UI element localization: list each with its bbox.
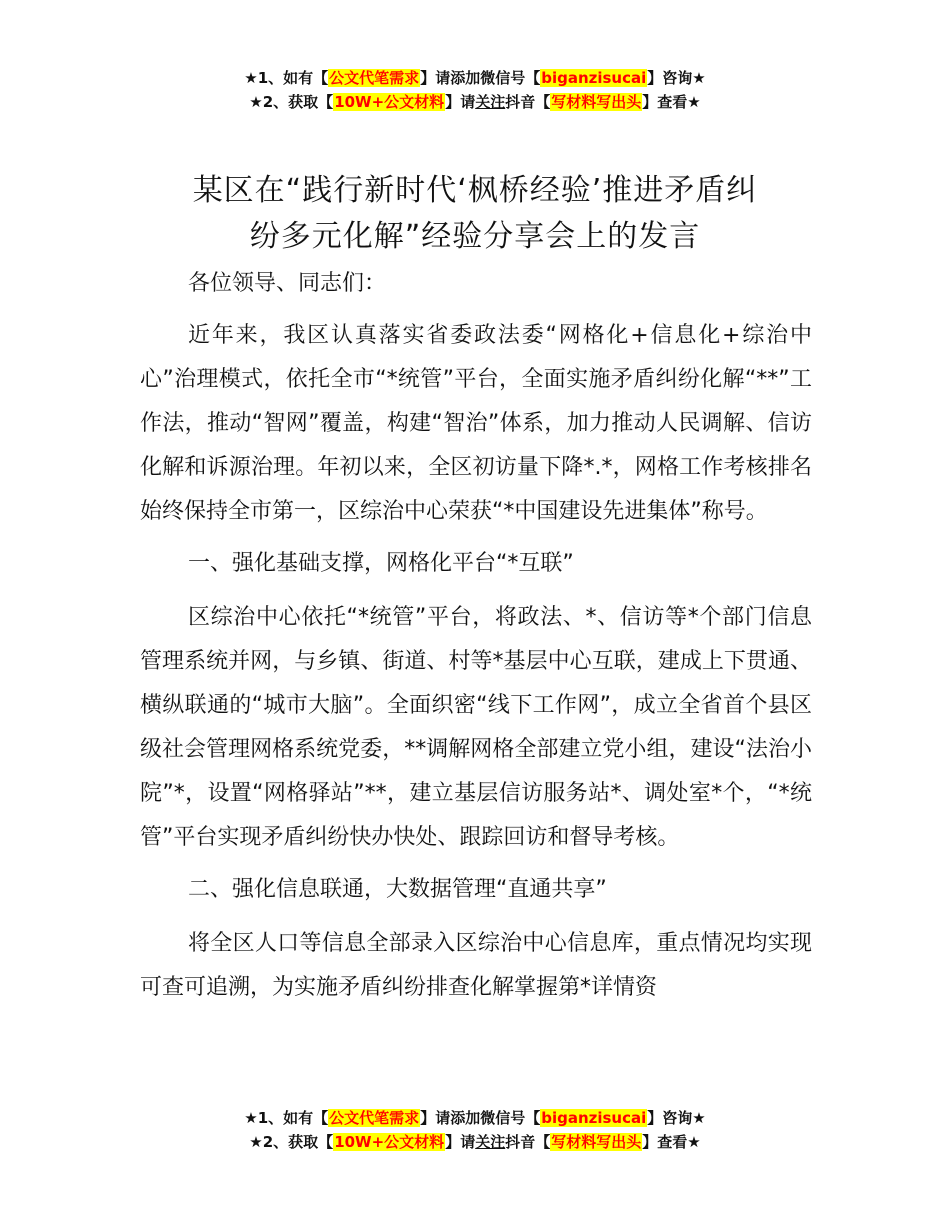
- document-title: [100, 168, 850, 260]
- banner-text: 】请添加微信号【: [420, 1109, 541, 1127]
- banner-line-1: [0, 66, 950, 90]
- footer-banner: [0, 1106, 950, 1154]
- banner-text: 抖音【: [505, 93, 551, 111]
- banner-text: ★1、如有【: [244, 1109, 329, 1127]
- banner-text: 抖音【: [505, 1133, 551, 1151]
- paragraph-section-1: 区综治中心依托“*统管”平台，将政法、*、信访等*个部门信息管理系统并网，与乡镇、街道、村等*基层中心互联，建成上下贯通、横纵联通的“城市大脑”。全面织密“线下工作网”，成立全省首个县区级社会管理网格系统党委，**调解网格全部建立党小组，建设“法治小院”*，设置“网格驿站”**，建立基层信访服务站*、调处室*个，“*统管”平台实现矛盾纠纷快办快处、跟踪回访和督导考核。: [140, 605, 812, 850]
- banner-highlight: 公文代笔需求: [329, 69, 420, 87]
- banner-wechat-id: biganzisucai: [541, 69, 647, 87]
- salutation: 各位领导、同志们：: [188, 271, 387, 296]
- title-line-1: 某区在“践行新时代‘枫桥经验’推进矛盾纠: [192, 173, 758, 208]
- document-body: [140, 262, 812, 1018]
- section-heading-1: 一、强化基础支撑，网格化平台“*互联”: [188, 551, 574, 576]
- banner-line-1: [0, 1106, 950, 1130]
- banner-underlined: 关注: [475, 93, 506, 111]
- title-line-2: 纷多元化解”经验分享会上的发言: [249, 219, 701, 254]
- paragraph-intro: 近年来，我区认真落实省委政法委“网格化+信息化+综治中心”治理模式，依托全市“*统管”平台，全面实施矛盾纠纷化解“**”工作法，推动“智网”覆盖，构建“智治”体系，加力推动人民调解、信访化解和诉源治理。年初以来，全区初访量下降*.*，网格工作考核排名始终保持全市第一，区综治中心荣获“*中国建设先进集体”称号。: [140, 323, 812, 524]
- banner-underlined: 关注: [475, 1133, 506, 1151]
- banner-text: 】请: [445, 1133, 476, 1151]
- banner-line-2: [0, 90, 950, 114]
- banner-text: ★2、获取【: [249, 1133, 334, 1151]
- banner-text: ★2、获取【: [249, 93, 334, 111]
- banner-line-2: [0, 1130, 950, 1154]
- header-banner: [0, 66, 950, 114]
- banner-text: 】咨询★: [647, 69, 706, 87]
- banner-text: 】查看★: [642, 93, 701, 111]
- banner-highlight: 写材料写出头: [551, 1133, 642, 1151]
- banner-highlight: 10W+公文材料: [334, 1133, 445, 1151]
- banner-highlight: 写材料写出头: [551, 93, 642, 111]
- banner-highlight: 10W+公文材料: [334, 93, 445, 111]
- banner-text: 】查看★: [642, 1133, 701, 1151]
- banner-text: 】请: [445, 93, 476, 111]
- banner-text: 】咨询★: [647, 1109, 706, 1127]
- paragraph-section-2: 将全区人口等信息全部录入区综治中心信息库，重点情况均实现可查可追溯，为实施矛盾纠纷排查化解掌握第*详情资: [140, 931, 812, 1000]
- banner-wechat-id: biganzisucai: [541, 1109, 647, 1127]
- banner-text: 】请添加微信号【: [420, 69, 541, 87]
- banner-highlight: 公文代笔需求: [329, 1109, 420, 1127]
- section-heading-2: 二、强化信息联通，大数据管理“直通共享”: [188, 877, 607, 902]
- banner-text: ★1、如有【: [244, 69, 329, 87]
